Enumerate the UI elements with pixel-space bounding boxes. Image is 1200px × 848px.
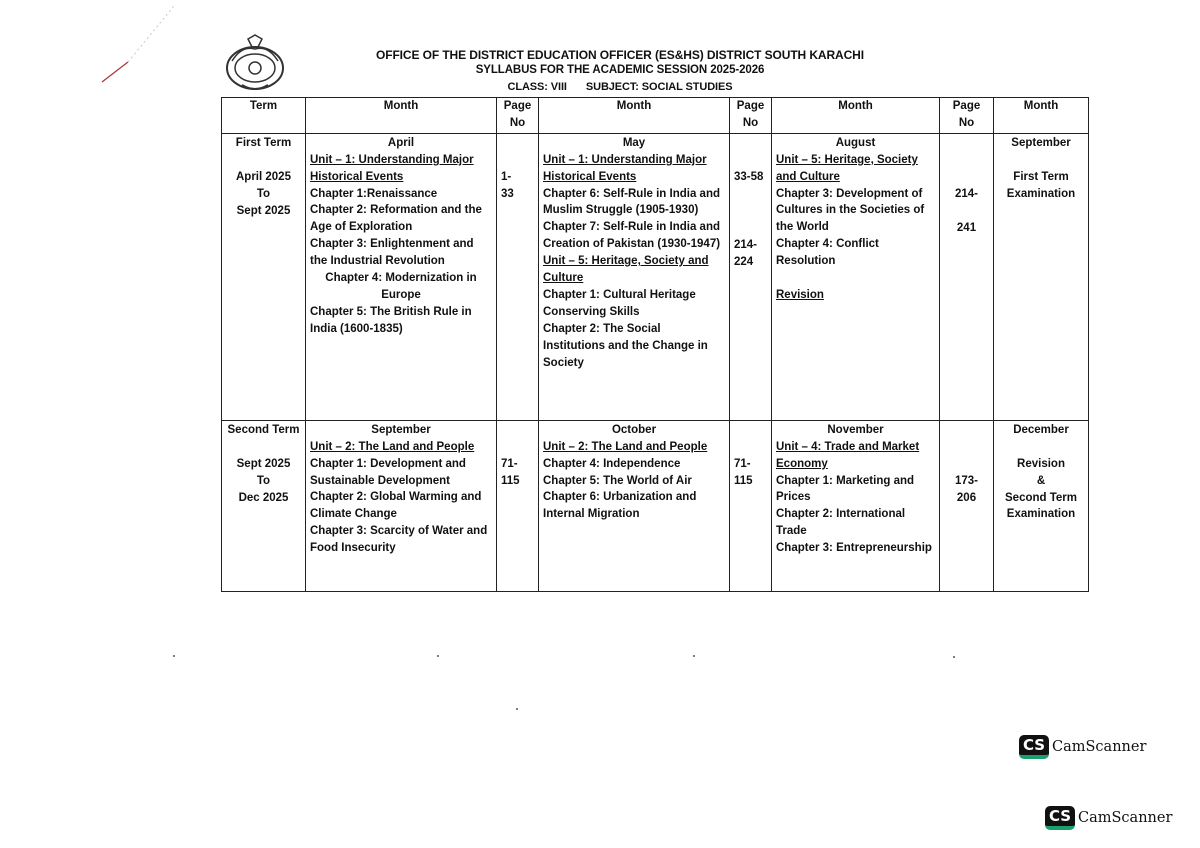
chapter-item: Chapter 7: Self-Rule in India and Creation of Pakistan (1930-1947): [543, 221, 721, 251]
term-from: Sept 2025: [236, 457, 291, 470]
camscanner-logo-icon: CS: [1045, 806, 1075, 830]
scan-speck: [173, 655, 175, 657]
col-header-page: Page No: [730, 98, 772, 134]
unit-title: Unit – 2: The Land and People: [310, 440, 475, 453]
term-name: First Term: [235, 136, 292, 149]
scan-speck: [953, 656, 955, 658]
chapter-item: Chapter 1:Renaissance: [310, 187, 438, 200]
term-cell: [222, 420, 306, 591]
office-title: OFFICE OF THE DISTRICT EDUCATION OFFICER (ES&HS) DISTRICT SOUTH KARACHI: [375, 48, 864, 62]
month-cell-october: [539, 420, 730, 591]
page-range: 214- 224: [734, 238, 758, 268]
page-no-cell: [940, 133, 994, 420]
page-no-cell: [497, 420, 539, 591]
unit-title: Unit – 1: Understanding Major Historical Events: [543, 153, 707, 183]
camscanner-watermark: [1019, 735, 1146, 759]
month-name: September: [371, 423, 431, 436]
class-label: CLASS: VIII: [507, 81, 567, 93]
col-header-month: Month: [539, 98, 730, 134]
first-term-row: [222, 133, 1089, 420]
syllabus-title: SYLLABUS FOR THE ACADEMIC SESSION 2025-2026: [475, 64, 765, 76]
syllabus-table: [221, 97, 1089, 592]
col-header-page: Page No: [940, 98, 994, 134]
chapter-item: Chapter 6: Urbanization and Internal Migration: [543, 491, 697, 521]
exam-label: Second Term Examination: [1005, 491, 1077, 521]
second-term-row: [222, 420, 1089, 591]
month-name: April: [387, 136, 415, 149]
col-header-month: Month: [306, 98, 497, 134]
month-name: October: [611, 423, 657, 436]
col-header-month: Month: [772, 98, 940, 134]
month-name: November: [827, 423, 884, 436]
exam-label: First Term Examination: [1006, 170, 1076, 200]
unit-title: Unit – 1: Understanding Major Historical Events: [310, 153, 474, 183]
col-header-page: Page No: [497, 98, 539, 134]
page-range: 71- 115: [501, 457, 520, 487]
term-from: April 2025: [236, 170, 291, 183]
chapter-item: Chapter 2: Global Warming and Climate Change: [310, 491, 482, 521]
chapter-item: Chapter 1: Development and Sustainable Development: [310, 457, 466, 487]
unit-title: Unit – 4: Trade and Market Economy: [776, 440, 920, 470]
month-cell-may: [539, 133, 730, 420]
page-range: 71- 115: [734, 457, 753, 487]
month-name: August: [835, 136, 876, 149]
unit-title: Unit – 2: The Land and People: [543, 440, 708, 453]
camscanner-brand: CamScanner: [1078, 810, 1173, 826]
scan-speck: [693, 655, 695, 657]
col-header-month: Month: [994, 98, 1089, 134]
chapter-item: Chapter 4: Conflict Resolution: [776, 238, 879, 268]
ampersand: &: [1036, 474, 1046, 487]
month-name: December: [1013, 423, 1069, 436]
page-range: 33-58: [734, 170, 764, 183]
month-cell-november: [772, 420, 940, 591]
chapter-item: Chapter 6: Self-Rule in India and Muslim Struggle (1905-1930): [543, 187, 720, 217]
chapter-item: Chapter 2: The Social Institutions and the Change in Society: [543, 322, 708, 369]
page-no-cell: [940, 420, 994, 591]
page-no-cell: [730, 133, 772, 420]
page-no-cell: [730, 420, 772, 591]
scan-speck: [516, 708, 518, 710]
chapter-item: Chapter 3: Entrepreneurship: [776, 542, 932, 555]
term-cell: [222, 133, 306, 420]
chapter-item: Chapter 3: Enlightenment and the Industrial Revolution: [310, 238, 474, 268]
page-range: 173- 206: [954, 474, 979, 504]
revision-label: Revision: [1017, 457, 1065, 470]
class-subject-line: [300, 81, 940, 93]
chapter-item: Chapter 1: Marketing and Prices: [776, 474, 915, 504]
camscanner-logo-icon: CS: [1019, 735, 1049, 759]
scan-speck: [437, 655, 439, 657]
month-name: September: [1011, 136, 1071, 149]
term-until: Sept 2025: [236, 204, 291, 217]
chapter-item: Chapter 3: Development of Cultures in the Societies of the World: [776, 187, 925, 234]
chapter-item: Chapter 2: International Trade: [776, 508, 906, 538]
col-header-term: Term: [222, 98, 306, 134]
unit-title: Unit – 5: Heritage, Society and Culture: [776, 153, 918, 183]
camscanner-brand: CamScanner: [1052, 739, 1147, 755]
unit-title: Unit – 5: Heritage, Society and Culture: [543, 255, 709, 285]
chapter-item: Chapter 4: Independence: [543, 457, 681, 470]
month-cell-september: [994, 133, 1089, 420]
subject-label: SUBJECT: SOCIAL STUDIES: [585, 81, 733, 93]
district-seal-icon: [222, 33, 288, 93]
term-to: To: [256, 187, 271, 200]
chapter-item: Chapter 2: Reformation and the Age of Exploration: [310, 204, 482, 234]
page-range: 214- 241: [954, 187, 979, 234]
chapter-item: Chapter 4: Modernization in Europe: [325, 272, 477, 301]
term-until: Dec 2025: [238, 491, 289, 504]
month-cell-august: [772, 133, 940, 420]
chapter-item: Chapter 5: The World of Air: [543, 474, 692, 487]
month-cell-september: [306, 420, 497, 591]
chapter-item: Chapter 1: Cultural Heritage Conserving Skills: [543, 288, 696, 318]
header-row: [222, 98, 1089, 134]
page-no-cell: [497, 133, 539, 420]
month-cell-april: [306, 133, 497, 420]
revision-label: Revision: [776, 289, 824, 302]
term-name: Second Term: [227, 423, 300, 436]
chapter-item: Chapter 3: Scarcity of Water and Food Insecurity: [310, 525, 488, 555]
month-cell-december: [994, 420, 1089, 591]
term-to: To: [256, 474, 271, 487]
pen-stroke-mark: [98, 0, 178, 90]
month-name: May: [622, 136, 646, 149]
page-range: 1- 33: [501, 170, 514, 200]
chapter-item: Chapter 5: The British Rule in India (1600-1835): [310, 305, 472, 335]
camscanner-watermark: [1045, 806, 1172, 830]
